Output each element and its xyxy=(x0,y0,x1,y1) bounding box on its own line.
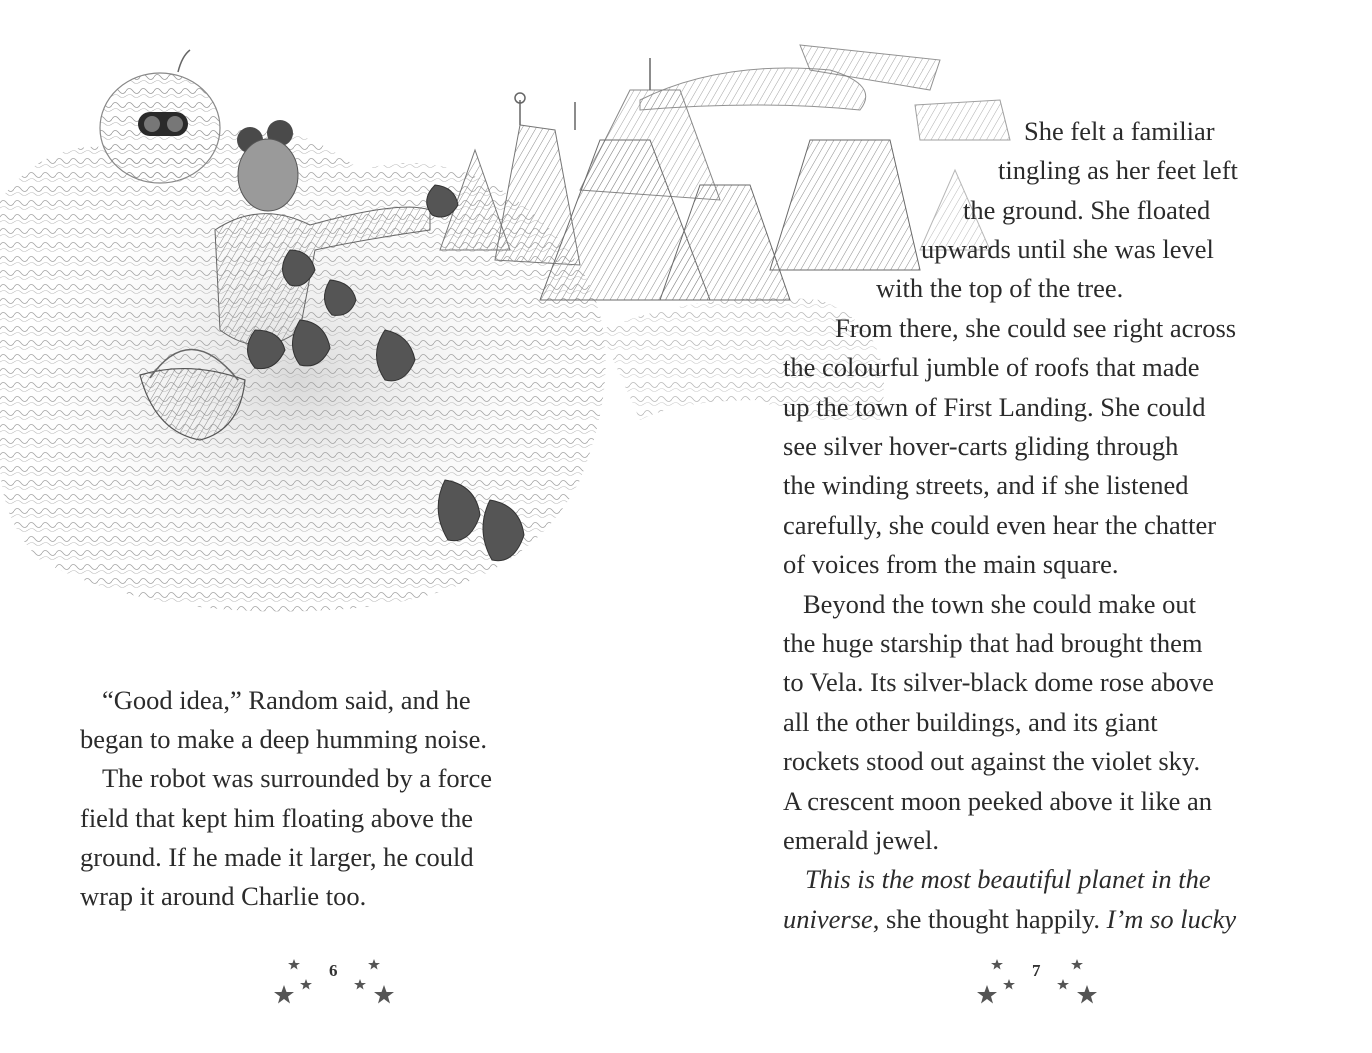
text-line: wrap it around Charlie too. xyxy=(80,881,367,911)
regular-text: , she thought happily. xyxy=(872,904,1107,934)
page-number-right: 7 xyxy=(1032,961,1041,980)
page-number-left: 6 xyxy=(329,961,338,980)
text-line: the ground. She floated xyxy=(963,195,1211,225)
text-line-mixed xyxy=(783,900,1236,939)
text-line: She felt a familiar xyxy=(1024,116,1215,146)
text-line: The robot was surrounded by a force xyxy=(102,763,493,793)
text-line: the colourful jumble of roofs that made xyxy=(783,352,1200,382)
text-line: carefully, she could even hear the chatter xyxy=(783,510,1217,540)
text-line: of voices from the main square. xyxy=(783,549,1119,579)
text-line: began to make a deep humming noise. xyxy=(80,724,487,754)
text-line: the winding streets, and if she listened xyxy=(783,470,1189,500)
text-line: see silver hover-carts gliding through xyxy=(783,431,1179,461)
text-line: up the town of First Landing. She could xyxy=(783,392,1206,422)
text-line: to Vela. Its silver-black dome rose above xyxy=(783,667,1214,697)
text-line: upwards until she was level xyxy=(921,234,1214,264)
italic-text: universe xyxy=(783,904,873,934)
text-line: with the top of the tree. xyxy=(876,273,1124,303)
text-line: Beyond the town she could make out xyxy=(803,589,1197,619)
text-line: all the other buildings, and its giant xyxy=(783,707,1158,737)
text-line: emerald jewel. xyxy=(783,825,939,855)
text-line-italic xyxy=(805,860,1211,899)
italic-text: I’m so lucky xyxy=(1106,904,1237,934)
text-line: ground. If he made it larger, he could xyxy=(80,842,474,872)
text-line: “Good idea,” Random said, and he xyxy=(102,685,471,715)
italic-text: This is the most beautiful planet in the xyxy=(805,864,1211,894)
text-line: field that kept him floating above the xyxy=(80,803,473,833)
robot-figure xyxy=(100,50,220,183)
text-line: the huge starship that had brought them xyxy=(783,628,1203,658)
text-line: A crescent moon peeked above it like an xyxy=(783,786,1212,816)
text-line: tingling as her feet left xyxy=(998,155,1238,185)
text-line: From there, she could see right across xyxy=(835,313,1237,343)
text-line: rockets stood out against the violet sky. xyxy=(783,746,1201,776)
